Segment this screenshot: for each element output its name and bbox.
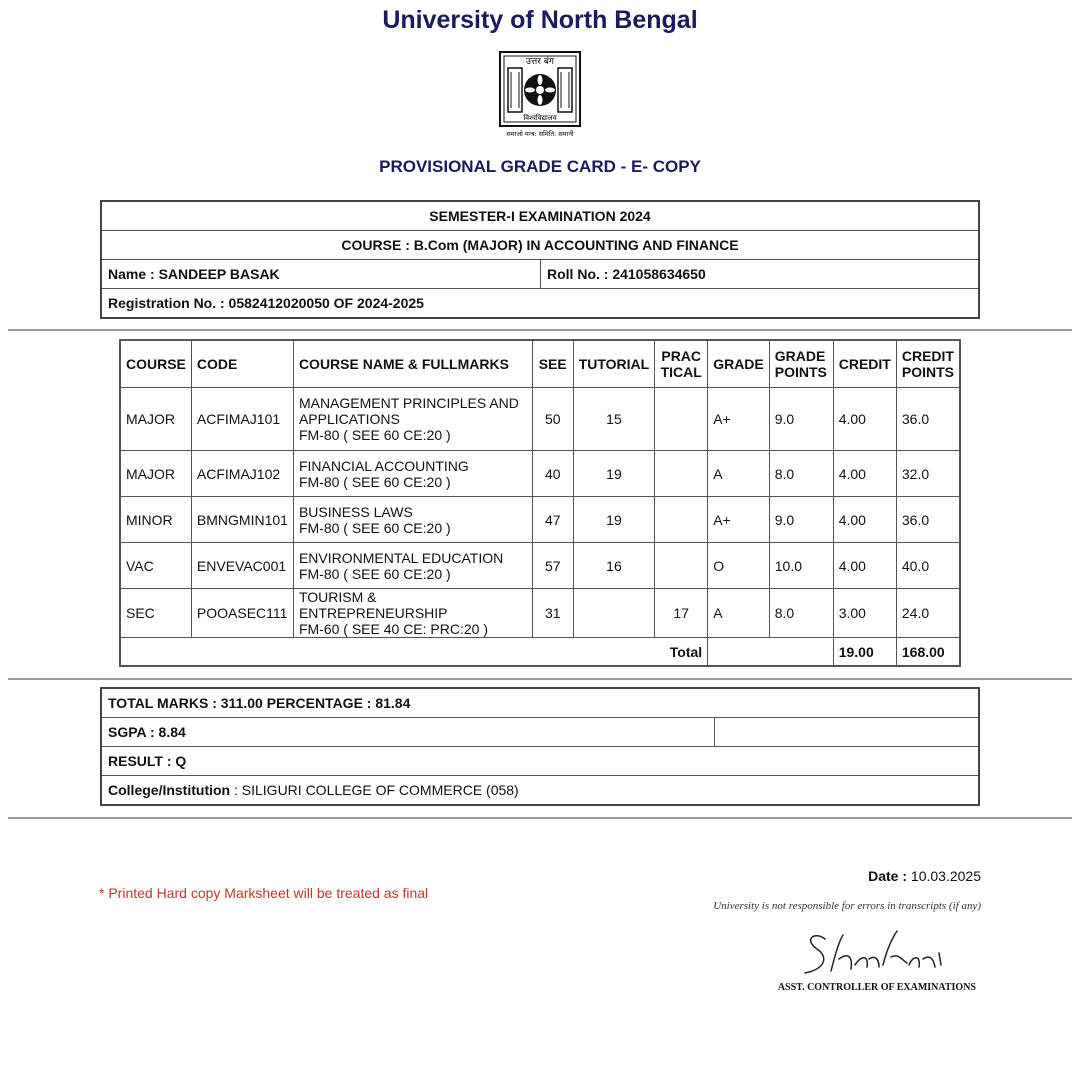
course-name-cell: BUSINESS LAWS FM-80 ( SEE 60 CE:20 ) [293,497,532,543]
credit-cell: 4.00 [833,388,896,451]
divider [8,329,1072,331]
credit-points-cell: 36.0 [896,388,960,451]
credit-points-cell: 40.0 [896,543,960,589]
grade-points-cell: 9.0 [769,388,833,451]
student-info-table [100,200,980,319]
university-emblem-logo [490,48,590,140]
course-name-cell: ENVIRONMENTAL EDUCATION FM-80 ( SEE 60 CE:20 ) [293,543,532,589]
course-code-cell: ENVEVAC001 [191,543,293,589]
course-type-cell: MAJOR [120,451,191,497]
grade-points-cell: 9.0 [769,497,833,543]
table-row [120,589,960,638]
grade-card-title: PROVISIONAL GRADE CARD - E- COPY [379,157,701,176]
header-grade: GRADE [708,340,770,388]
practical-cell [655,497,708,543]
tutorial-cell: 19 [573,497,655,543]
grade-points-cell: 8.0 [769,451,833,497]
grade-points-cell: 10.0 [769,543,833,589]
tutorial-cell [573,589,655,638]
credit-cell: 4.00 [833,543,896,589]
course-name-cell: TOURISM & ENTREPRENEURSHIP FM-60 ( SEE 40 CE: PRC:20 ) [293,589,532,638]
practical-cell [655,388,708,451]
credit-cell: 4.00 [833,451,896,497]
grade-cell: A+ [708,497,770,543]
course-type-cell: SEC [120,589,191,638]
credit-points-cell: 36.0 [896,497,960,543]
grade-cell: O [708,543,770,589]
marks-table [119,339,961,667]
header-tutorial: TUTORIAL [573,340,655,388]
header-see: SEE [532,340,573,388]
see-cell: 47 [532,497,573,543]
issue-date: Date : 10.03.2025 [868,868,981,884]
svg-text:समाजो मन्त्र: समिति: समानी: समाजो मन्त्र: समिति: समानी [506,130,574,138]
table-row [120,497,960,543]
roll-number: Roll No. : 241058634650 [541,260,980,289]
result: RESULT : Q [101,747,979,776]
total-credit: 19.00 [833,638,896,667]
sgpa-blank [715,718,980,747]
marks-header-row [120,340,960,388]
tutorial-cell: 15 [573,388,655,451]
course-name-cell: FINANCIAL ACCOUNTING FM-80 ( SEE 60 CE:20 ) [293,451,532,497]
credit-points-cell: 32.0 [896,451,960,497]
university-title: University of North Bengal [382,6,698,34]
total-row [120,638,960,667]
total-marks-percentage: TOTAL MARKS : 311.00 PERCENTAGE : 81.84 [101,688,979,718]
credit-cell: 3.00 [833,589,896,638]
registration-number: Registration No. : 0582412020050 OF 2024-2025 [101,289,979,319]
total-label: Total [120,638,708,667]
disclaimer: University is not responsible for errors in transcripts (if any) [713,900,981,912]
divider [8,678,1072,680]
total-blank [708,638,834,667]
student-name: Name : SANDEEP BASAK [101,260,541,289]
table-row [120,543,960,589]
tutorial-cell: 19 [573,451,655,497]
header-credit: CREDIT [833,340,896,388]
header-course: COURSE [120,340,191,388]
course-type-cell: VAC [120,543,191,589]
see-cell: 31 [532,589,573,638]
table-row [120,451,960,497]
total-credit-points: 168.00 [896,638,960,667]
credit-points-cell: 24.0 [896,589,960,638]
course-name: COURSE : B.Com (MAJOR) IN ACCOUNTING AND FINANCE [101,231,979,260]
grade-cell: A+ [708,388,770,451]
course-code-cell: BMNGMIN101 [191,497,293,543]
course-code-cell: ACFIMAJ102 [191,451,293,497]
course-type-cell: MINOR [120,497,191,543]
divider [8,817,1072,819]
practical-cell [655,451,708,497]
header-practical: PRAC TICAL [655,340,708,388]
summary-table [100,687,980,806]
see-cell: 40 [532,451,573,497]
svg-text:विश्वविद्यालय: विश्वविद्यालय [523,114,557,122]
sgpa: SGPA : 8.84 [101,718,715,747]
see-cell: 50 [532,388,573,451]
grade-cell: A [708,589,770,638]
header-credit-points: CREDIT POINTS [896,340,960,388]
hard-copy-note: * Printed Hard copy Marksheet will be treated as final [99,885,429,901]
college-institution: College/Institution : SILIGURI COLLEGE OF COMMERCE (058) [101,776,979,806]
course-code-cell: ACFIMAJ101 [191,388,293,451]
signer-title: ASST. CONTROLLER OF EXAMINATIONS [777,982,976,993]
exam-name: SEMESTER-I EXAMINATION 2024 [101,201,979,231]
course-type-cell: MAJOR [120,388,191,451]
grade-points-cell: 8.0 [769,589,833,638]
header-course-name: COURSE NAME & FULLMARKS [293,340,532,388]
svg-text:उत्तर बंग: उत्तर बंग [526,57,554,67]
signature-image [795,925,975,983]
practical-cell [655,543,708,589]
course-code-cell: POOASEC111 [191,589,293,638]
course-name-cell: MANAGEMENT PRINCIPLES AND APPLICATIONS FM-80 ( SEE 60 CE:20 ) [293,388,532,451]
header-code: CODE [191,340,293,388]
tutorial-cell: 16 [573,543,655,589]
credit-cell: 4.00 [833,497,896,543]
see-cell: 57 [532,543,573,589]
table-row [120,388,960,451]
header-grade-points: GRADE POINTS [769,340,833,388]
grade-cell: A [708,451,770,497]
practical-cell: 17 [655,589,708,638]
